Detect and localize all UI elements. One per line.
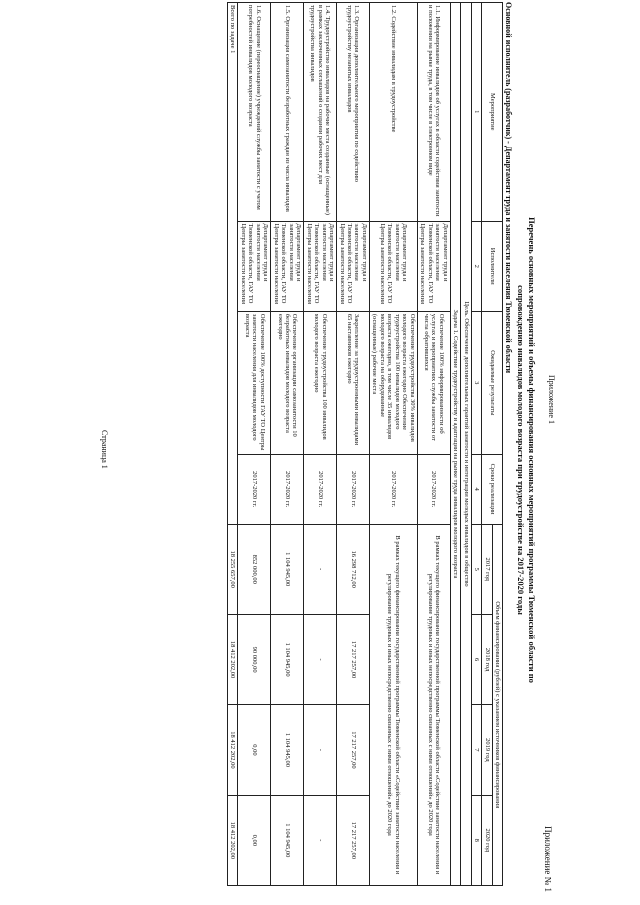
table-row — [369, 3, 417, 886]
measures-table — [227, 2, 503, 886]
measure-cell: 1.6. Оснащение (переоснащение) учреждений службы занятости с учетом потребностей инвалидов молодого возраста — [238, 3, 271, 222]
task-text: Задача 1. Содействие трудоустройству и адаптации на рынке труда инвалидов молодого возраста — [450, 3, 460, 886]
results-cell: Закрепление за трудоустроенными инвалидами 65 наставников ежегодно — [337, 311, 370, 454]
amount-2017-cell: 852 000,00 — [238, 524, 271, 614]
amount-2017-cell: 1 104 945,00 — [271, 524, 304, 614]
amount-2018-cell: 90 000,00 — [238, 614, 271, 704]
funding-note-cell: В рамках текущего финансирования государственной программы Тюменской области «Содействие занятости населения и регулирование трудовых и иных непосредственно связанных с ними отношений» до 2020 года — [369, 524, 417, 885]
measure-cell: 1.4. Трудоустройство инвалидов на рабочие места созданные (оснащенные) в рамках заключенных соглашений о создании рабочих мест для трудоустройства инвалидов — [304, 3, 337, 222]
col-number: 6 — [471, 614, 481, 704]
col-header-2018: 2018 год — [482, 614, 492, 704]
responsible-executor: Основной исполнитель (разработчик) - Департамент труда и занятости населения Тюменской области — [504, 2, 513, 374]
amount-2017-cell: - — [304, 524, 337, 614]
col-header-terms: Сроки реализации — [482, 454, 503, 524]
amount-2018-cell: 17 217 257,00 — [337, 614, 370, 704]
measure-cell: 1.1. Информирование инвалидов об услугах в области содействия занятости и положении на рынке труда, в том числе в электронном виде — [417, 3, 450, 222]
title-line-1: Перечень основных мероприятий и объемы финансирования основных мероприятий программы Тюменской области по — [527, 217, 537, 683]
col-number: 3 — [471, 311, 481, 454]
title-line-2: сопровождению инвалидов молодого возраста при трудоустройстве на 2017-2020 годы — [516, 285, 527, 615]
goal-row — [461, 3, 471, 886]
total-2020-cell: 18 412 202,00 — [228, 795, 238, 885]
terms-cell: 2017-2020 гг. — [417, 454, 450, 524]
col-number: 2 — [471, 221, 481, 311]
results-cell: Обеспечение трудоустройства 100 инвалидов молодого возраста ежегодно — [304, 311, 337, 454]
measure-cell: 1.3. Организация дополнительного мероприятия по содействию трудоустройству незанятых инвалидов — [337, 3, 370, 222]
document-title — [516, 60, 537, 840]
terms-cell: 2017-2020 гг. — [271, 454, 304, 524]
total-2019-cell: 18 412 202,00 — [228, 705, 238, 795]
col-header-2020: 2020 год — [482, 795, 492, 885]
col-header-2017: 2017 год — [482, 524, 492, 614]
terms-cell: 2017-2020 гг. — [304, 454, 337, 524]
executors-cell: Департамент труда и занятости населения Тюменской области, ГАУ ТО Центры занятости населения — [417, 221, 450, 311]
col-header-executors: Исполнители — [482, 221, 503, 311]
col-number: 8 — [471, 795, 481, 885]
measure-cell: 1.5. Организация самозанятости безработных граждан из числа инвалидов — [271, 3, 304, 222]
amount-2018-cell: - — [304, 614, 337, 704]
table-row — [417, 3, 450, 886]
results-cell: Обеспечение 100% информированности об услугах и мероприятиях службы занятости от числа обратившихся — [417, 311, 450, 454]
amount-2020-cell: 0,00 — [238, 795, 271, 885]
col-header-2019: 2019 год — [482, 705, 492, 795]
terms-cell: 2017-2020 гг. — [369, 454, 417, 524]
column-numbers-row — [471, 3, 481, 886]
task-row — [450, 3, 460, 886]
measure-cell: 1.2. Содействие инвалидам в трудоустройстве — [369, 3, 417, 222]
amount-2020-cell: 1 104 945,00 — [271, 795, 304, 885]
terms-cell: 2017-2020 гг. — [337, 454, 370, 524]
col-number: 1 — [471, 3, 481, 222]
col-number: 7 — [471, 705, 481, 795]
executors-cell: Департамент труда и занятости населения Тюменской области, ГАУ ТО Центры занятости населения — [337, 221, 370, 311]
col-header-measure: Мероприятие — [482, 3, 503, 222]
table-row — [304, 3, 337, 886]
executors-cell: Департамент труда и занятости населения Тюменской области, ГАУ ТО Центры занятости населения — [238, 221, 271, 311]
amount-2019-cell: - — [304, 705, 337, 795]
goal-text: Цель. Обеспечение дополнительных гарантий занятости и интеграции молодых инвалидов в общество — [461, 3, 471, 886]
appendix-label: Приложение № 1 — [543, 826, 553, 892]
page-number: Страница 1 — [100, 430, 109, 469]
col-header-results: Ожидаемые результаты — [482, 311, 503, 454]
amount-2018-cell: 1 104 945,00 — [271, 614, 304, 704]
executors-cell: Департамент труда и занятости населения Тюменской области, ГАУ ТО Центры занятости населения — [369, 221, 417, 311]
col-number: 5 — [471, 524, 481, 614]
col-header-funding: Объем финансирования (рублей) с указанием источников финансирования — [492, 524, 502, 885]
results-cell: Обеспечение организации самозанятости 10 безработных инвалидов молодого возраста ежегодно — [271, 311, 304, 454]
amount-2020-cell: - — [304, 795, 337, 885]
results-cell: Обеспечение 100% доступности ГАУ ТО Центры занятости населения для инвалидов молодого возраста — [238, 311, 271, 454]
total-2018-cell: 18 412 202,00 — [228, 614, 238, 704]
header-row-1 — [492, 3, 502, 886]
amount-2017-cell: 16 298 712,00 — [337, 524, 370, 614]
terms-cell: 2017-2020 гг. — [238, 454, 271, 524]
amount-2019-cell: 0,00 — [238, 705, 271, 795]
rotated-landscape-content — [91, 0, 561, 900]
amount-2019-cell: 17 217 257,00 — [337, 705, 370, 795]
total-row — [228, 3, 238, 886]
amount-2019-cell: 1 104 945,00 — [271, 705, 304, 795]
col-number: 4 — [471, 454, 481, 524]
results-cell: Обеспечение трудоустройства 30% инвалидов молодого возраста ежегодно Обеспечение трудоустройства 100 инвалидов молодого возраста ежегодно, в том числе 35 инвалидов молодого возраста на оборудованные (оснащенные) рабочие места — [369, 311, 417, 454]
amount-2020-cell: 17 217 257,00 — [337, 795, 370, 885]
table-row — [337, 3, 370, 886]
table-row — [238, 3, 271, 886]
total-label: Всего по задаче 1 — [228, 3, 238, 525]
executors-cell: Департамент труда и занятости населения Тюменской области, ГАУ ТО Центры занятости населения — [304, 221, 337, 311]
file-reference: Приложение 1 — [547, 375, 556, 424]
executors-cell: Департамент труда и занятости населения Тюменской области, ГАУ ТО Центры занятости населения — [271, 221, 304, 311]
total-2017-cell: 18 255 657,00 — [228, 524, 238, 614]
table-row — [271, 3, 304, 886]
funding-note-cell: В рамках текущего финансирования государственной программы Тюменской области «Содействие занятости населения и регулирование трудовых и иных непосредственно связанных с ними отношений» до 2020 года — [417, 524, 450, 885]
